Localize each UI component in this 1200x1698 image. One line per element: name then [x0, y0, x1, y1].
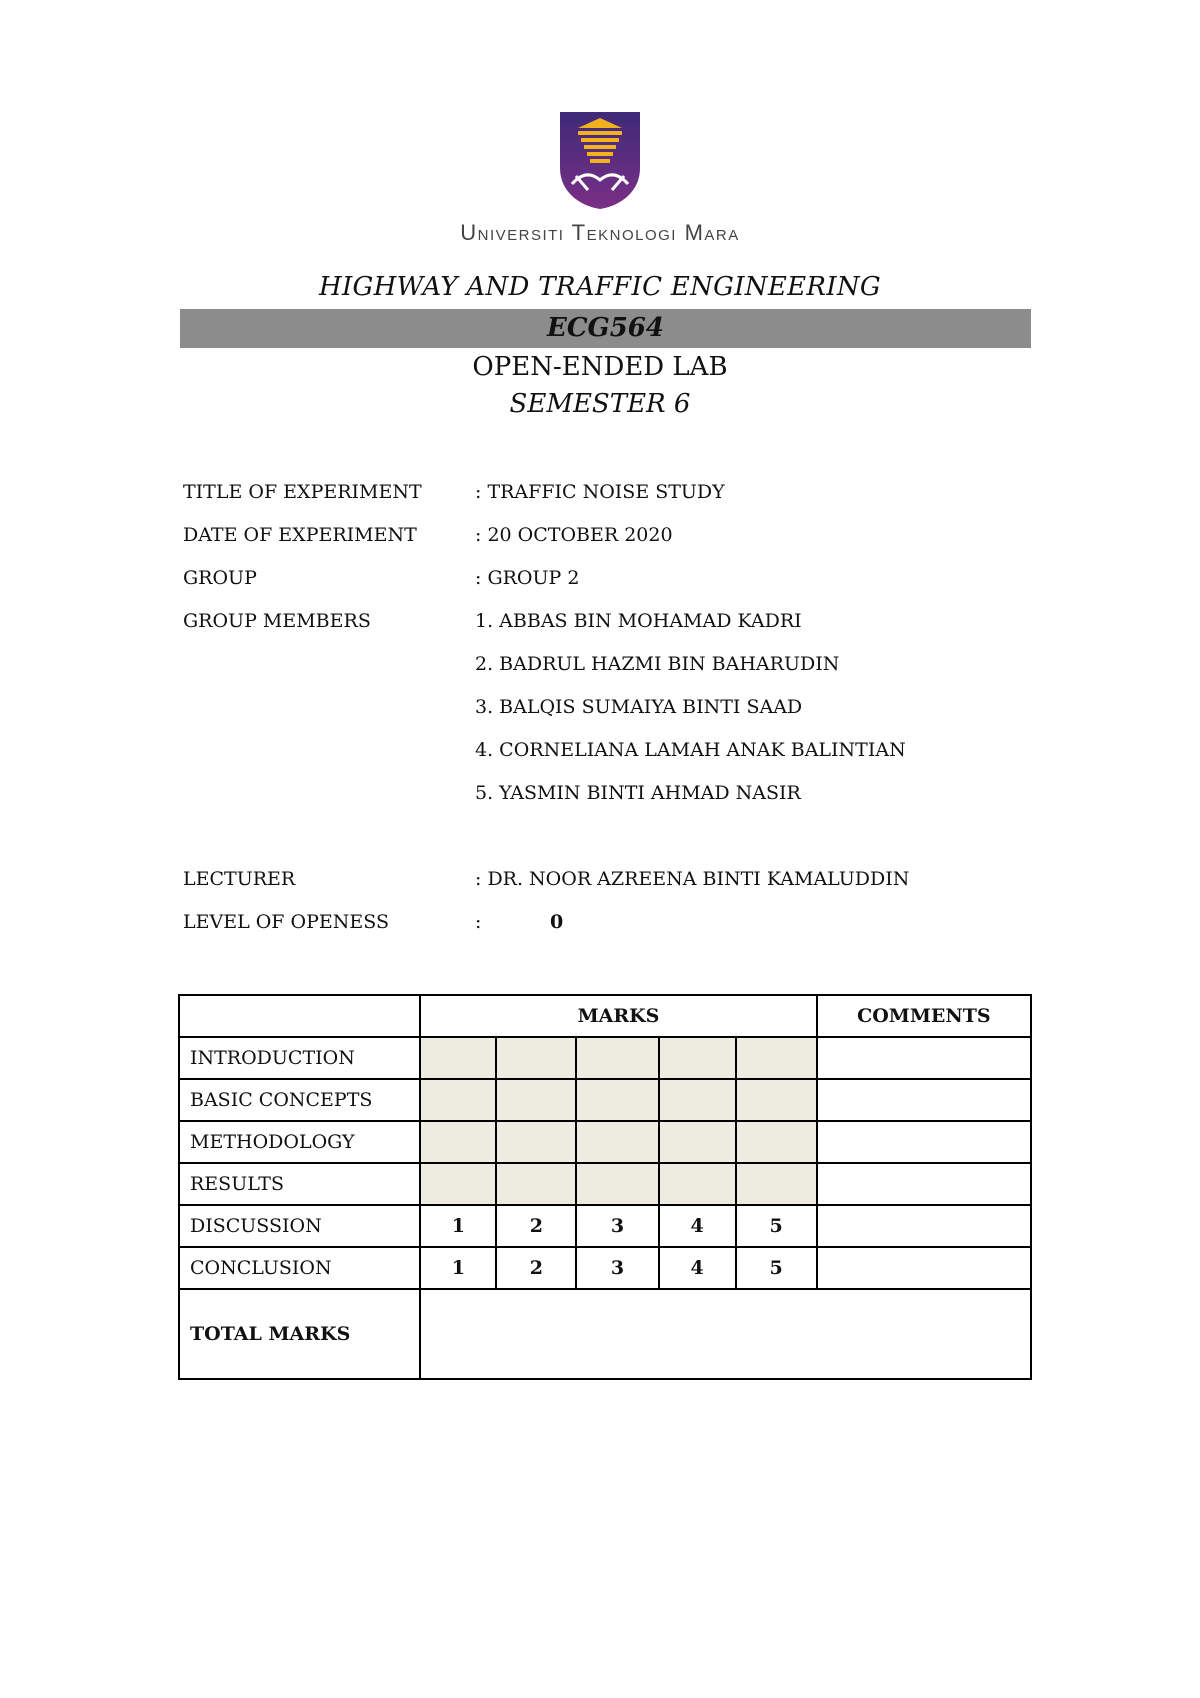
score-cell[interactable]: 3 — [576, 1247, 658, 1289]
score-cell[interactable] — [576, 1163, 658, 1205]
marks-table-body — [179, 1037, 1031, 1289]
score-cell[interactable] — [659, 1163, 736, 1205]
score-cell[interactable]: 5 — [736, 1247, 817, 1289]
comment-cell[interactable] — [817, 1205, 1031, 1247]
score-cell[interactable]: 1 — [420, 1205, 496, 1247]
score-cell[interactable] — [736, 1079, 817, 1121]
score-cell[interactable]: 5 — [736, 1205, 817, 1247]
university-name: Universiti Teknologi Mara — [460, 220, 740, 245]
member-4: 4. CORNELIANA LAMAH ANAK BALINTIAN — [475, 739, 906, 761]
table-row — [179, 1247, 1031, 1289]
score-cell[interactable] — [736, 1037, 817, 1079]
score-cell[interactable] — [576, 1079, 658, 1121]
university-logo — [0, 110, 1200, 246]
score-cell[interactable] — [420, 1163, 496, 1205]
members-label: GROUP MEMBERS — [183, 610, 371, 632]
score-cell[interactable]: 4 — [659, 1205, 736, 1247]
criteria-label: RESULTS — [179, 1163, 420, 1205]
comment-cell[interactable] — [817, 1247, 1031, 1289]
criteria-header — [179, 995, 420, 1037]
comment-cell[interactable] — [817, 1037, 1031, 1079]
score-cell[interactable] — [576, 1037, 658, 1079]
lab-type: OPEN-ENDED LAB — [472, 352, 728, 382]
score-cell[interactable] — [659, 1037, 736, 1079]
course-code: ECG564 — [547, 313, 664, 343]
marks-table-header — [179, 995, 1031, 1037]
total-marks-row — [179, 1289, 1031, 1379]
member-2: 2. BADRUL HAZMI BIN BAHARUDIN — [475, 653, 840, 675]
semester: SEMESTER 6 — [509, 389, 691, 419]
criteria-label: BASIC CONCEPTS — [179, 1079, 420, 1121]
table-row — [179, 1205, 1031, 1247]
date-label: DATE OF EXPERIMENT — [183, 524, 417, 546]
score-cell[interactable] — [496, 1037, 576, 1079]
title-label: TITLE OF EXPERIMENT — [183, 481, 422, 503]
comments-header: COMMENTS — [817, 995, 1031, 1037]
score-cell[interactable] — [496, 1163, 576, 1205]
criteria-label: CONCLUSION — [179, 1247, 420, 1289]
score-cell[interactable] — [576, 1121, 658, 1163]
score-cell[interactable] — [496, 1079, 576, 1121]
score-cell[interactable] — [420, 1079, 496, 1121]
score-cell[interactable]: 2 — [496, 1247, 576, 1289]
score-cell[interactable] — [420, 1121, 496, 1163]
score-cell[interactable]: 2 — [496, 1205, 576, 1247]
date-value: : 20 OCTOBER 2020 — [475, 524, 673, 546]
table-row — [179, 1037, 1031, 1079]
score-cell[interactable] — [736, 1163, 817, 1205]
marks-header: MARKS — [420, 995, 816, 1037]
openness-value: 0 — [550, 911, 564, 933]
lecturer-value: : DR. NOOR AZREENA BINTI KAMALUDDIN — [475, 868, 910, 890]
title-value: : TRAFFIC NOISE STUDY — [475, 481, 725, 503]
total-marks-value[interactable] — [420, 1289, 1031, 1379]
lecturer-label: LECTURER — [183, 868, 296, 890]
total-marks-label: TOTAL MARKS — [179, 1289, 420, 1379]
table-row — [179, 1163, 1031, 1205]
group-label: GROUP — [183, 567, 257, 589]
course-title: HIGHWAY AND TRAFFIC ENGINEERING — [319, 272, 881, 302]
score-cell[interactable] — [736, 1121, 817, 1163]
university-crest-icon — [558, 110, 642, 210]
member-5: 5. YASMIN BINTI AHMAD NASIR — [475, 782, 801, 804]
criteria-label: DISCUSSION — [179, 1205, 420, 1247]
score-cell[interactable]: 3 — [576, 1205, 658, 1247]
course-code-banner — [180, 309, 1031, 348]
score-cell[interactable]: 4 — [659, 1247, 736, 1289]
member-3: 3. BALQIS SUMAIYA BINTI SAAD — [475, 696, 803, 718]
openness-colon: : — [475, 911, 482, 933]
comment-cell[interactable] — [817, 1121, 1031, 1163]
comment-cell[interactable] — [817, 1079, 1031, 1121]
criteria-label: METHODOLOGY — [179, 1121, 420, 1163]
criteria-label: INTRODUCTION — [179, 1037, 420, 1079]
score-cell[interactable] — [496, 1121, 576, 1163]
score-cell[interactable]: 1 — [420, 1247, 496, 1289]
group-value: : GROUP 2 — [475, 567, 580, 589]
comment-cell[interactable] — [817, 1163, 1031, 1205]
score-cell[interactable] — [420, 1037, 496, 1079]
table-row — [179, 1079, 1031, 1121]
openness-label: LEVEL OF OPENESS — [183, 911, 389, 933]
marks-table — [178, 994, 1032, 1380]
score-cell[interactable] — [659, 1121, 736, 1163]
table-row — [179, 1121, 1031, 1163]
score-cell[interactable] — [659, 1079, 736, 1121]
member-1: 1. ABBAS BIN MOHAMAD KADRI — [475, 610, 802, 632]
